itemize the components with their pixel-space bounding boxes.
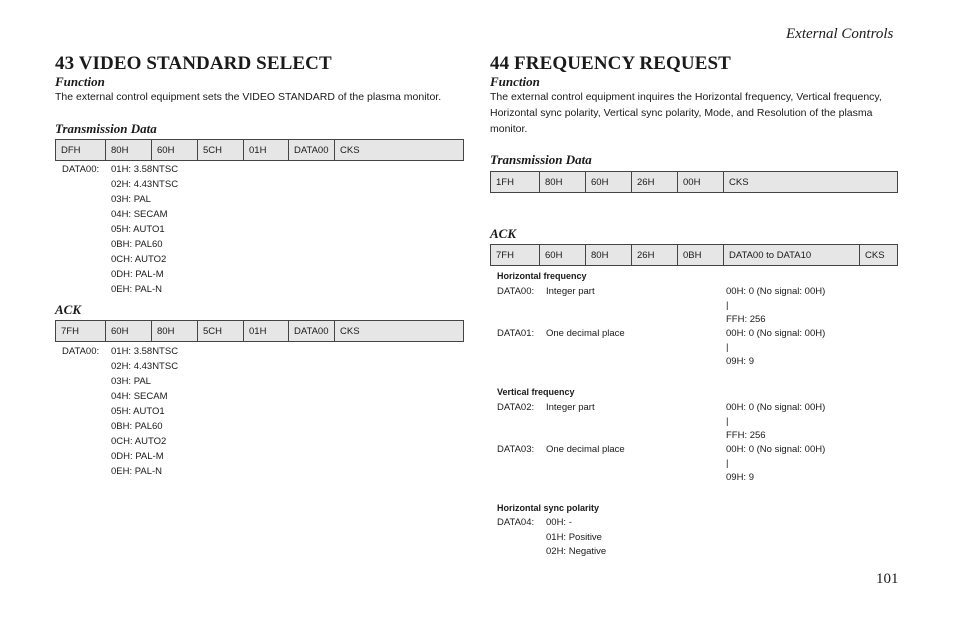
left-ack-data-label: DATA00:	[62, 346, 100, 357]
list-item: 0CH: AUTO2	[111, 254, 167, 265]
hfreq-data00-from: 00H: 0 (No signal: 00H)	[726, 286, 826, 297]
list-item: 02H: 4.43NTSC	[111, 179, 179, 190]
table-cell: 5CH	[198, 140, 244, 161]
right-function-line: The external control equipment inquires the Horizontal frequency, Vertical frequency,	[490, 91, 882, 103]
right-transmission-heading: Transmission Data	[490, 152, 592, 167]
right-transmission-table	[490, 171, 898, 193]
table-cell: 00H	[678, 172, 724, 193]
list-item: 01H: 3.58NTSC	[111, 164, 179, 175]
table-cell: DFH	[56, 140, 106, 161]
section-44-title: 44 FREQUENCY REQUEST	[490, 53, 731, 74]
hsync-data04-label: DATA04:	[497, 517, 535, 528]
table-cell: 1FH	[491, 172, 540, 193]
table-row	[491, 245, 898, 266]
table-cell: 60H	[540, 245, 586, 266]
table-cell: 5CH	[198, 321, 244, 342]
table-cell: 01H	[244, 321, 289, 342]
list-item: 00H: -	[546, 517, 572, 528]
right-function-heading: Function	[490, 74, 540, 89]
list-item: 0BH: PAL60	[111, 421, 163, 432]
list-item: 04H: SECAM	[111, 209, 168, 220]
hfreq-data01-to: 09H: 9	[726, 356, 754, 367]
table-cell: 01H	[244, 140, 289, 161]
section-header: External Controls	[786, 26, 894, 42]
table-cell: 80H	[586, 245, 632, 266]
vfreq-data03-desc: One decimal place	[546, 444, 625, 455]
right-ack-heading: ACK	[490, 226, 517, 241]
hfreq-data01-from: 00H: 0 (No signal: 00H)	[726, 328, 826, 339]
table-cell: 7FH	[56, 321, 106, 342]
hfreq-data01-sep: |	[726, 342, 729, 353]
left-transmission-heading: Transmission Data	[55, 121, 157, 136]
vfreq-data03-sep: |	[726, 458, 729, 469]
hfreq-heading: Horizontal frequency	[497, 271, 587, 281]
table-cell: 7FH	[491, 245, 540, 266]
vfreq-data03-from: 00H: 0 (No signal: 00H)	[726, 444, 826, 455]
table-cell: DATA00	[289, 140, 335, 161]
table-cell: CKS	[860, 245, 898, 266]
list-item: 04H: SECAM	[111, 391, 168, 402]
table-cell: 60H	[586, 172, 632, 193]
hfreq-data01-label: DATA01:	[497, 328, 535, 339]
right-function-line: monitor.	[490, 123, 528, 135]
hfreq-data00-desc: Integer part	[546, 286, 595, 297]
table-cell: CKS	[335, 140, 464, 161]
table-cell: 60H	[152, 140, 198, 161]
list-item: 05H: AUTO1	[111, 224, 165, 235]
list-item: 01H: Positive	[546, 532, 602, 543]
table-row	[491, 172, 898, 193]
list-item: 0DH: PAL-M	[111, 269, 164, 280]
list-item: 0BH: PAL60	[111, 239, 163, 250]
list-item: 0DH: PAL-M	[111, 451, 164, 462]
vfreq-data02-desc: Integer part	[546, 402, 595, 413]
right-function-line: Horizontal sync polarity, Vertical sync polarity, Mode, and Resolution of the plasma	[490, 107, 873, 119]
left-transmission-table	[55, 139, 464, 161]
list-item: 0EH: PAL-N	[111, 466, 163, 477]
left-function-text: The external control equipment sets the VIDEO STANDARD of the plasma monitor.	[55, 91, 442, 103]
section-43-title: 43 VIDEO STANDARD SELECT	[55, 53, 332, 74]
vfreq-data02-label: DATA02:	[497, 402, 535, 413]
left-ack-table	[55, 320, 464, 342]
table-cell: 80H	[106, 140, 152, 161]
left-ack-heading: ACK	[55, 302, 82, 317]
vfreq-data02-from: 00H: 0 (No signal: 00H)	[726, 402, 826, 413]
table-row	[56, 321, 464, 342]
vfreq-data03-to: 09H: 9	[726, 472, 754, 483]
table-cell: 26H	[632, 245, 678, 266]
list-item: 02H: 4.43NTSC	[111, 361, 179, 372]
list-item: 01H: 3.58NTSC	[111, 346, 179, 357]
table-cell: DATA00	[289, 321, 335, 342]
table-cell: DATA00 to DATA10	[724, 245, 860, 266]
hfreq-data01-desc: One decimal place	[546, 328, 625, 339]
list-item: 02H: Negative	[546, 546, 607, 557]
vfreq-data02-to: FFH: 256	[726, 430, 766, 441]
table-cell: 80H	[152, 321, 198, 342]
list-item: 03H: PAL	[111, 376, 151, 387]
left-transmission-data-label: DATA00:	[62, 164, 100, 175]
hsync-heading: Horizontal sync polarity	[497, 503, 600, 513]
left-function-heading: Function	[55, 74, 105, 89]
page-number: 101	[876, 571, 899, 587]
list-item: 05H: AUTO1	[111, 406, 165, 417]
vfreq-data02-sep: |	[726, 416, 729, 427]
list-item: 0CH: AUTO2	[111, 436, 167, 447]
table-cell: 60H	[106, 321, 152, 342]
list-item: 0EH: PAL-N	[111, 284, 163, 295]
table-cell: CKS	[724, 172, 898, 193]
right-ack-table	[490, 244, 898, 266]
table-row	[56, 140, 464, 161]
table-cell: 0BH	[678, 245, 724, 266]
hfreq-data00-label: DATA00:	[497, 286, 535, 297]
vfreq-data03-label: DATA03:	[497, 444, 535, 455]
list-item: 03H: PAL	[111, 194, 151, 205]
table-cell: 26H	[632, 172, 678, 193]
table-cell: CKS	[335, 321, 464, 342]
table-cell: 80H	[540, 172, 586, 193]
vfreq-heading: Vertical frequency	[497, 387, 575, 397]
hfreq-data00-to: FFH: 256	[726, 314, 766, 325]
hfreq-data00-sep: |	[726, 300, 729, 311]
